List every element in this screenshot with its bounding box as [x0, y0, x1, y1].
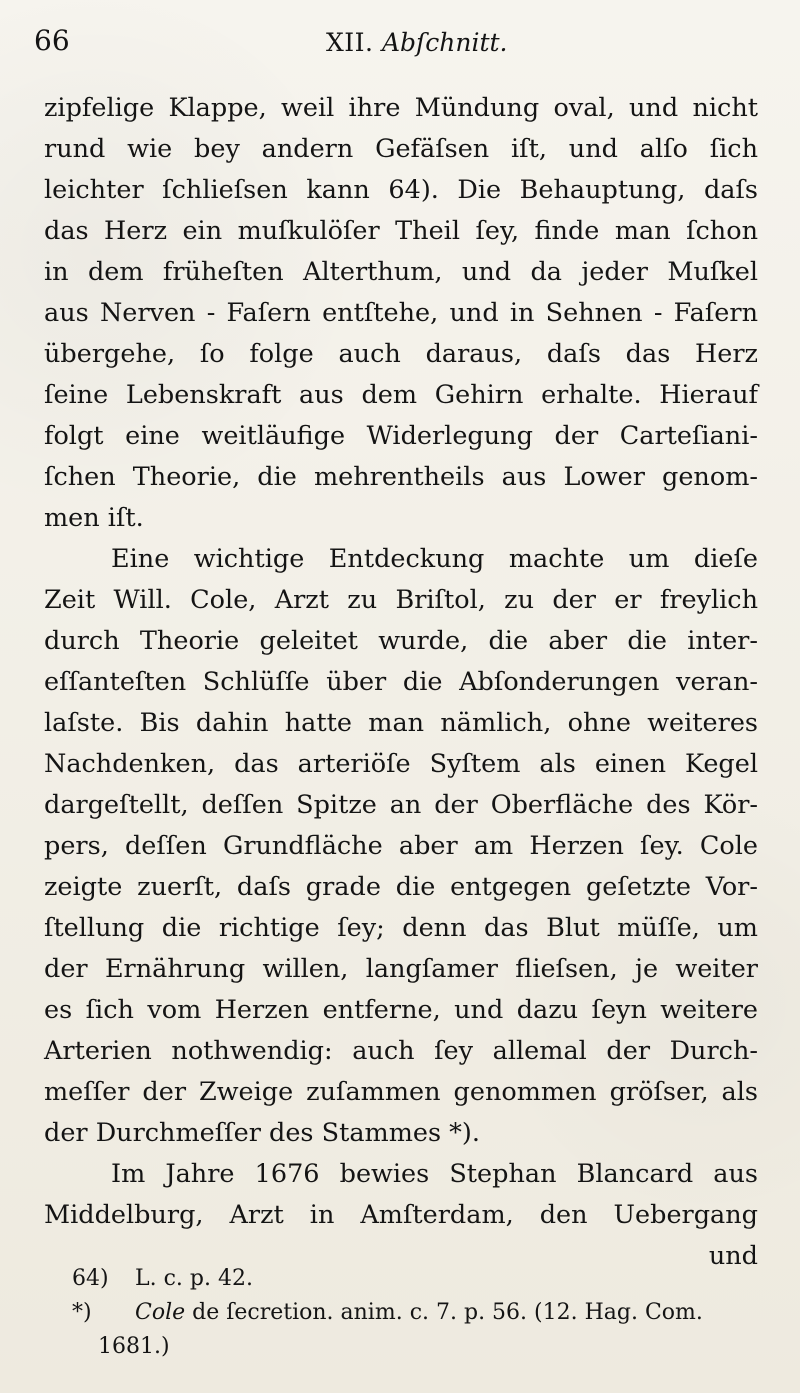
- text-line: rund wie bey andern Gefäſsen iſt, und alſo ſich: [44, 134, 758, 164]
- running-head-main: XII.: [326, 28, 382, 57]
- text-line: folgt eine weitläufige Widerlegung der Carteſiani-: [44, 421, 758, 451]
- text-line: es ſich vom Herzen entferne, und dazu ſeyn weitere: [44, 995, 758, 1025]
- catchword: und: [708, 1241, 758, 1271]
- text-line: zeigte zuerſt, daſs grade die entgegen geſetzte Vor-: [44, 872, 758, 902]
- text-line: Arterien nothwendig: auch ſey allemal der Durch-: [44, 1036, 758, 1066]
- text-line: das Herz ein muſkulöſer Theil ſey, finde man ſchon: [44, 216, 758, 246]
- text-line: pers, deſſen Grundfläche aber am Herzen ſey. Cole: [44, 831, 758, 861]
- text-line: men iſt.: [44, 503, 144, 533]
- text-line: Middelburg, Arzt in Amſterdam, den Uebergang: [44, 1200, 758, 1230]
- paragraph-start: Eine wichtige Entdeckung machte um dieſe: [111, 544, 758, 574]
- text-line: zipfelige Klappe, weil ihre Mündung oval, und nicht: [44, 93, 758, 123]
- footnote-64: [72, 1262, 758, 1296]
- footnote-star: [72, 1296, 758, 1330]
- running-head-emphasis: Abſchnitt.: [381, 28, 508, 57]
- page-header: [34, 24, 766, 67]
- text-line: der Durchmeſſer des Stammes *).: [44, 1118, 480, 1148]
- text-line: in dem früheſten Alterthum, und da jeder Muſkel: [44, 257, 758, 287]
- text-line: dargeſtellt, deſſen Spitze an der Oberfläche des Kör-: [44, 790, 758, 820]
- text-line: laſste. Bis dahin hatte man nämlich, ohne weiteres: [44, 708, 758, 738]
- footnote-marker: *): [72, 1300, 92, 1325]
- text-line: Zeit Will. Cole, Arzt zu Briſtol, zu der er freylich: [44, 585, 758, 615]
- footnote-continuation: 1681.): [98, 1334, 170, 1359]
- text-line: ſchen Theorie, die mehrentheils aus Lower genom-: [44, 462, 758, 492]
- text-line: ſtellung die richtige ſey; denn das Blut müſſe, um: [44, 913, 758, 943]
- footnote-text: L. c. p. 42.: [135, 1266, 253, 1291]
- text-line: aus Nerven - Faſern entſtehe, und in Sehnen - Faſern: [44, 298, 758, 328]
- text-line: eſſanteſten Schlüſſe über die Abſonderungen veran-: [44, 667, 758, 697]
- text-line: leichter ſchlieſsen kann 64). Die Behauptung, daſs: [44, 175, 758, 205]
- footnote-text: de ſecretion. anim. c. 7. p. 56. (12. Hag. Com.: [185, 1300, 703, 1325]
- text-line: ſeine Lebenskraft aus dem Gehirn erhalte. Hierauf: [44, 380, 758, 410]
- page-number: 66: [34, 24, 70, 57]
- footnotes: [72, 1262, 758, 1364]
- text-line: durch Theorie geleitet wurde, die aber die inter-: [44, 626, 758, 656]
- footnote-author: Cole: [135, 1300, 186, 1325]
- main-text: [44, 88, 758, 1277]
- text-line: meſſer der Zweige zuſammen genommen gröſser, als: [44, 1077, 758, 1107]
- text-line: Nachdenken, das arteriöſe Syſtem als einen Kegel: [44, 749, 758, 779]
- paragraph-start: Im Jahre 1676 bewies Stephan Blancard aus: [111, 1159, 758, 1189]
- text-line: übergehe, ſo folge auch daraus, daſs das Herz: [44, 339, 758, 369]
- text-line: der Ernährung willen, langſamer flieſsen, je weiter: [44, 954, 758, 984]
- running-head: [326, 30, 508, 55]
- footnote-marker: 64): [72, 1266, 109, 1291]
